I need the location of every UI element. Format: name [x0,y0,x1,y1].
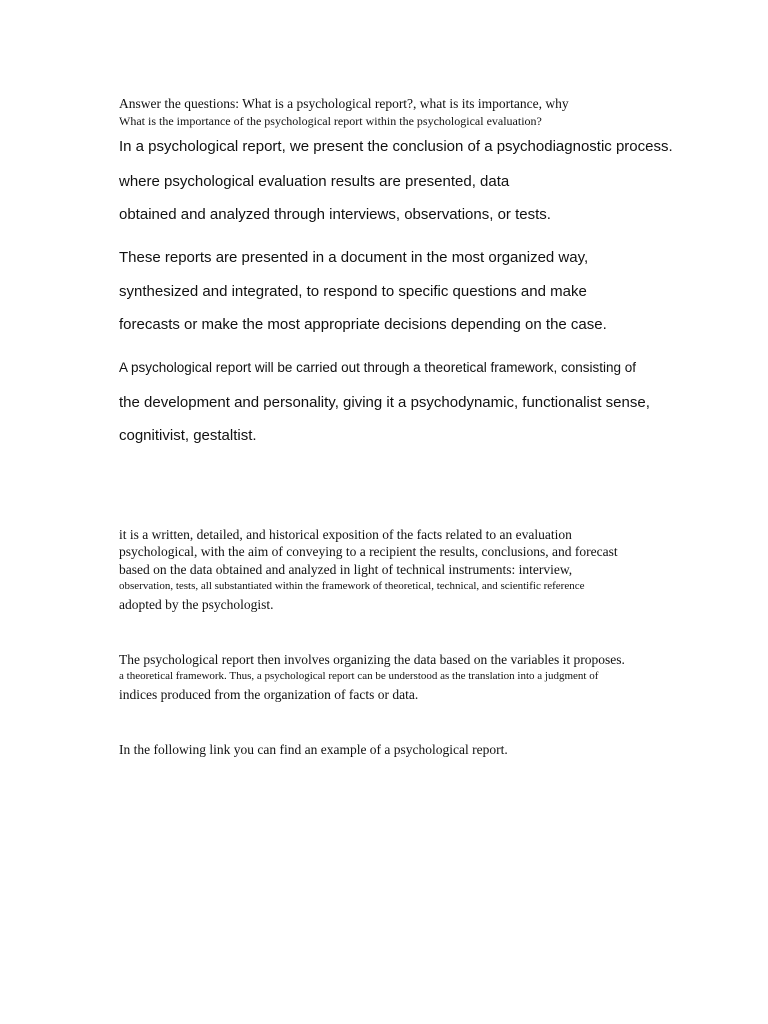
organization-line-3: indices produced from the organization of facts or data. [119,687,419,702]
link-line-1: In the following link you can find an example of a psychological report. [119,742,508,757]
intro-line-1: In a psychological report, we present the conclusion of a psychodiagnostic process. [119,138,673,155]
intro-line-3: obtained and analyzed through interviews, observations, or tests. [119,206,551,223]
framework-line-1: A psychological report will be carried out through a theoretical framework, consisting of [119,360,637,375]
definition-line-4: observation, tests, all substantiated within the framework of theoretical, technical, and scientific reference [119,580,585,592]
question-line-1: Answer the questions: What is a psychological report?, what is its importance, why [119,96,569,111]
intro-line-2: where psychological evaluation results are presented, data [119,173,510,190]
question-line-2: What is the importance of the psychological report within the psychological evaluation? [119,114,542,128]
reports-line-2: synthesized and integrated, to respond to specific questions and make [119,283,587,300]
organization-line-2: a theoretical framework. Thus, a psychological report can be understood as the translation into a judgment of [119,670,599,682]
organization-line-1: The psychological report then involves organizing the data based on the variables it proposes. [119,652,625,667]
definition-line-2: psychological, with the aim of conveying to a recipient the results, conclusions, and forecast [119,544,618,559]
definition-line-3: based on the data obtained and analyzed in light of technical instruments: interview, [119,562,573,577]
reports-line-1: These reports are presented in a document in the most organized way, [119,249,589,266]
framework-line-3: cognitivist, gestaltist. [119,427,257,444]
framework-line-2: the development and personality, giving it a psychodynamic, functionalist sense, [119,394,650,411]
reports-line-3: forecasts or make the most appropriate decisions depending on the case. [119,316,607,333]
definition-line-5: adopted by the psychologist. [119,597,274,612]
definition-line-1: it is a written, detailed, and historical exposition of the facts related to an evaluation [119,527,572,542]
